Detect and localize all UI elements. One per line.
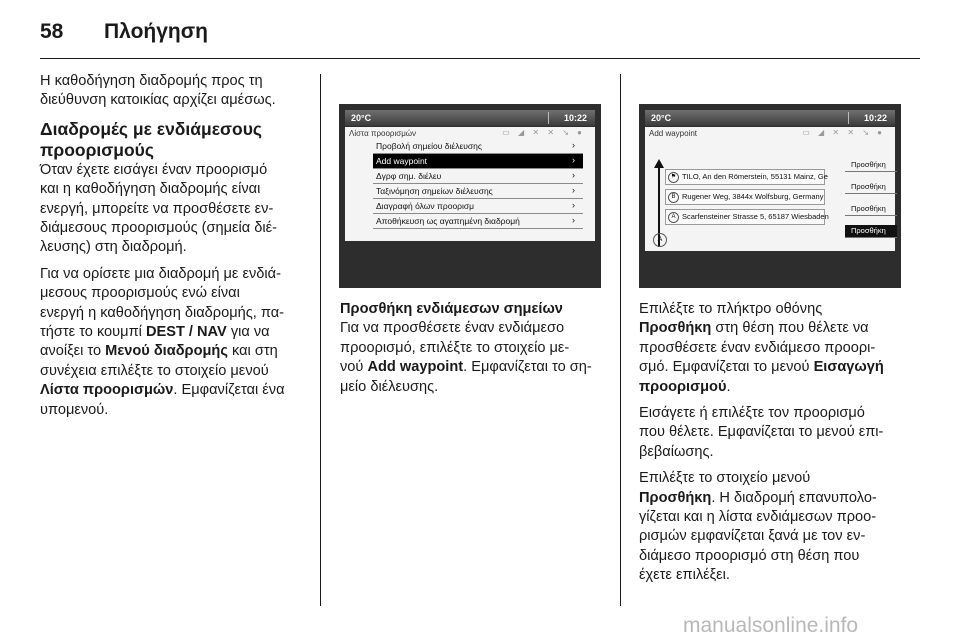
menu-item-save-favourite[interactable]: Αποθήκευση ως αγαπημένη διαδρομή ›: [373, 214, 583, 229]
waypoint-title: Add waypoint: [649, 129, 698, 138]
start-point-icon: A: [653, 233, 667, 247]
menu-item-view-waypoint[interactable]: Προβολή σημείου διέλευσης ›: [373, 139, 583, 154]
add-button[interactable]: Προσθήκη: [845, 159, 897, 172]
chevron-right-icon: ›: [572, 215, 575, 225]
status-icons: ▭ ◢ ✕ ✕ ↘ ●: [502, 128, 585, 137]
menu-panel: [345, 127, 595, 241]
status-bar: 20°C 10:22: [645, 110, 895, 126]
waypoint-a-icon: A: [668, 212, 679, 223]
dest-nav-label: DEST / NAV: [145, 324, 227, 341]
chevron-right-icon: ›: [572, 185, 575, 195]
column-divider-1: [320, 74, 321, 606]
page-title: Πλοήγηση: [104, 20, 208, 43]
menu-item-delete-all[interactable]: Διαγραφή όλων προορισμ ›: [373, 199, 583, 214]
status-bar: 20°C 10:22: [345, 110, 595, 126]
add-button[interactable]: Προσθήκη: [845, 181, 897, 194]
add-label: Προσθήκη: [639, 320, 712, 337]
waypoint-row[interactable]: ⚑ TILO, An den Römerstein, 55131 Mainz, Ge: [665, 169, 825, 185]
column-2: Προσθήκη ενδιάμεσων σημείων Για να προσθέσετε έναν ενδιάμεσο προορισμό, επιλέξτε το στοιχείο με- νού Add waypoint. Εμφανίζεται το ση- μείο διέλευσης.: [340, 300, 610, 397]
chevron-right-icon: ›: [572, 140, 575, 150]
waypoint-panel: [645, 127, 895, 251]
paragraph-confirm: Επιλέξτε το στοιχείο μενού Προσθήκη. Η διαδρομή επανυπολο- γίζεται και η λίστα ενδιάμεσων προο- ρισμών εμφανίζεται ξανά με τον εν- διάμεσο προορισμό στη θέση που έχετε επιλέξει.: [639, 470, 877, 584]
watermark-brand: manualsonline.info: [683, 614, 859, 637]
screen-destination-list: [339, 104, 601, 288]
destination-list-label: Λίστα προορισμών: [40, 382, 174, 399]
paragraph-waypoints: Όταν έχετε εισάγει έναν προορισμό και η καθοδήγηση διαδρομής είναι ενεργή, μπορείτε να προσθέσετε εν- διάμεσους προορισμούς (σημεία διέ- λευσης) στη διαδρομή.: [40, 161, 278, 256]
paragraph-enter-destination: Εισάγετε ή επιλέξτε τον προορισμό που θέλετε. Εμφανίζεται το μενού επι- βεβαίωσης.: [639, 405, 884, 460]
paragraph-set-route: Για να ορίσετε μια διαδρομή με ενδιά- μεσους προορισμούς ενώ είναι ενεργή η καθοδήγηση διαδρομής, πα- τήστε το κουμπί DEST / NAV για να ανοίξει το Μενού διαδρομής και στη συνέχεια επιλέξτε το στοιχείο μενού Λίστα προορισμών. Εμφανίζεται ένα υπομενού.: [40, 265, 285, 418]
chevron-right-icon: ›: [572, 200, 575, 210]
add-waypoint-label: Add waypoint: [367, 359, 464, 376]
add-button-selected[interactable]: Προσθήκη: [845, 225, 897, 238]
arrow-up-icon: [654, 159, 664, 168]
column-3: [639, 300, 919, 593]
flag-icon: ⚑: [668, 172, 679, 183]
paragraph-select-key: Επιλέξτε το πλήκτρο οθόνης Προσθήκη στη θέση που θέλετε να προσθέσετε έναν ενδιάμεσο προορι- σμό. Εμφανίζεται το μενού Εισαγωγή προορισμού.: [639, 301, 884, 395]
add-label: Προσθήκη: [639, 489, 712, 506]
route-menu-label: Μενού διαδρομής: [105, 343, 228, 360]
waypoint-row[interactable]: A Scarfensteiner Strasse 5, 65187 Wiesbaden: [665, 209, 825, 225]
intro-paragraph: Η καθοδήγηση διαδρομής προς τη διεύθυνση κατοικίας αρχίζει αμέσως.: [40, 73, 276, 109]
menu-item-delete-waypoint[interactable]: Δγρφ σημ. διέλευ ›: [373, 169, 583, 184]
screen-add-waypoint: [639, 104, 901, 288]
waypoint-b-icon: B: [668, 192, 679, 203]
waypoint-row[interactable]: B Rugener Weg, 3844x Wolfsburg, Germany: [665, 189, 825, 205]
chevron-right-icon: ›: [572, 155, 575, 165]
menu-item-add-waypoint[interactable]: Add waypoint ›: [373, 154, 583, 169]
chevron-right-icon: ›: [572, 170, 575, 180]
header-rule: [40, 58, 920, 59]
enter-destination-label: Εισαγωγή: [813, 359, 884, 376]
status-icons: ▭ ◢ ✕ ✕ ↘ ●: [802, 128, 885, 137]
section-heading: Διαδρομές με ενδιάμεσους προορισμούς: [40, 118, 262, 160]
column-divider-2: [620, 74, 621, 606]
page-header: [40, 14, 920, 50]
menu-title: Λίστα προορισμών: [349, 129, 417, 138]
menu-item-sort-waypoints[interactable]: Ταξινόμηση σημείων διέλευσης ›: [373, 184, 583, 199]
column-1: [40, 72, 312, 427]
add-button[interactable]: Προσθήκη: [845, 203, 897, 216]
subheading-add-waypoints: Προσθήκη ενδιάμεσων σημείων: [340, 301, 563, 317]
page-number: 58: [40, 20, 64, 43]
